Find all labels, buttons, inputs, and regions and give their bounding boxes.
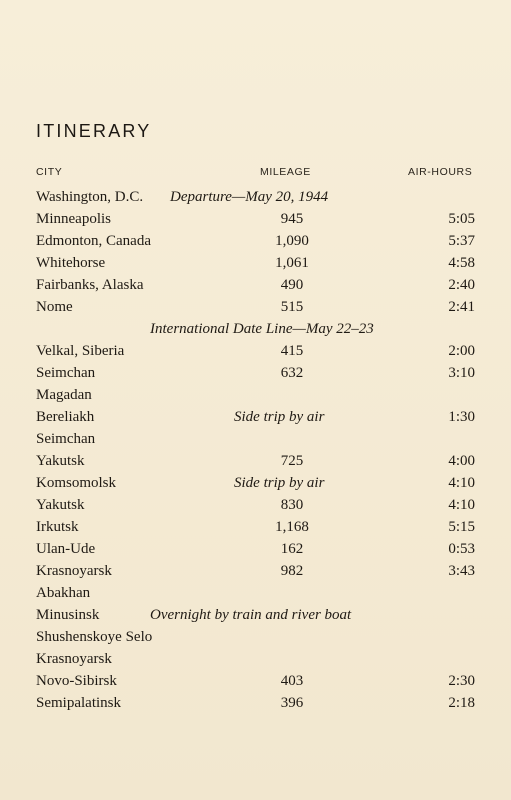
city-name: Edmonton, Canada	[36, 233, 151, 249]
mileage-value: 725	[280, 453, 304, 469]
travel-note: Side trip by air	[234, 475, 325, 491]
air-hours-value: 2:18	[448, 695, 475, 711]
table-row	[0, 538, 511, 560]
table-row	[0, 318, 511, 340]
air-hours-value: 5:37	[448, 233, 475, 249]
travel-note: Overnight by train and river boat	[150, 607, 352, 623]
mileage-value: 982	[280, 563, 304, 579]
table-row	[0, 560, 511, 582]
city-name: Komsomolsk	[36, 475, 117, 491]
city-name: Yakutsk	[36, 497, 85, 513]
table-row	[0, 230, 511, 252]
city-name: Bereliakh	[36, 409, 95, 425]
city-name: Nome	[36, 299, 73, 315]
table-row	[0, 450, 511, 472]
mileage-value: 830	[280, 497, 304, 513]
mileage-value: 162	[280, 541, 304, 557]
mileage-value: 415	[280, 343, 304, 359]
mileage-value: 632	[280, 365, 304, 381]
air-hours-value: 5:15	[448, 519, 475, 535]
table-row	[0, 186, 511, 208]
city-name: Magadan	[36, 387, 92, 403]
air-hours-value: 3:43	[448, 563, 475, 579]
mileage-value: 396	[280, 695, 304, 711]
city-name: Irkutsk	[36, 519, 79, 535]
air-hours-value: 2:41	[448, 299, 475, 315]
mileage-value: 515	[280, 299, 304, 315]
page-title: ITINERARY	[36, 121, 152, 141]
mileage-value: 403	[280, 673, 304, 689]
air-hours-value: 3:10	[448, 365, 475, 381]
city-name: Abakhan	[36, 585, 91, 601]
table-row	[0, 362, 511, 384]
air-hours-value: 4:10	[448, 475, 475, 491]
column-header-city: CITY	[36, 166, 63, 178]
travel-note: Side trip by air	[234, 409, 325, 425]
table-row	[0, 208, 511, 230]
city-name: Krasnoyarsk	[36, 563, 112, 579]
air-hours-value: 4:00	[448, 453, 475, 469]
table-row	[0, 384, 511, 406]
mileage-value: 1,061	[275, 255, 309, 271]
table-row	[0, 274, 511, 296]
city-name: Ulan-Ude	[36, 541, 96, 557]
table-row	[0, 692, 511, 714]
mileage-value: 1,090	[275, 233, 309, 249]
city-name: Washington, D.C.	[36, 189, 144, 205]
air-hours-value: 0:53	[448, 541, 475, 557]
table-row	[0, 648, 511, 670]
table-row	[0, 516, 511, 538]
table-row	[0, 428, 511, 450]
city-name: Shushenskoye Selo	[36, 629, 153, 645]
mileage-value: 945	[280, 211, 304, 227]
travel-note: International Date Line—May 22–23	[150, 321, 374, 337]
table-row	[0, 472, 511, 494]
city-name: Minneapolis	[36, 211, 111, 227]
city-name: Semipalatinsk	[36, 695, 121, 711]
air-hours-value: 2:00	[448, 343, 475, 359]
city-name: Yakutsk	[36, 453, 85, 469]
travel-note: Departure—May 20, 1944	[170, 189, 329, 205]
city-name: Velkal, Siberia	[36, 343, 125, 359]
table-row	[0, 296, 511, 318]
city-name: Krasnoyarsk	[36, 651, 112, 667]
air-hours-value: 4:10	[448, 497, 475, 513]
column-header-mileage: MILEAGE	[260, 166, 311, 178]
city-name: Seimchan	[36, 431, 96, 447]
mileage-value: 1,168	[275, 519, 309, 535]
air-hours-value: 2:30	[448, 673, 475, 689]
mileage-value: 490	[280, 277, 304, 293]
city-name: Novo-Sibirsk	[36, 673, 117, 689]
air-hours-value: 2:40	[448, 277, 475, 293]
city-name: Whitehorse	[36, 255, 106, 271]
table-row	[0, 604, 511, 626]
air-hours-value: 4:58	[448, 255, 475, 271]
air-hours-value: 5:05	[448, 211, 475, 227]
table-row	[0, 340, 511, 362]
column-header-air-hours: AIR-HOURS	[408, 166, 473, 178]
table-row	[0, 252, 511, 274]
table-row	[0, 582, 511, 604]
city-name: Fairbanks, Alaska	[36, 277, 144, 293]
city-name: Seimchan	[36, 365, 96, 381]
air-hours-value: 1:30	[448, 409, 475, 425]
table-row	[0, 670, 511, 692]
table-row	[0, 494, 511, 516]
itinerary-table	[0, 186, 511, 714]
table-row	[0, 406, 511, 428]
table-row	[0, 626, 511, 648]
city-name: Minusinsk	[36, 607, 100, 623]
